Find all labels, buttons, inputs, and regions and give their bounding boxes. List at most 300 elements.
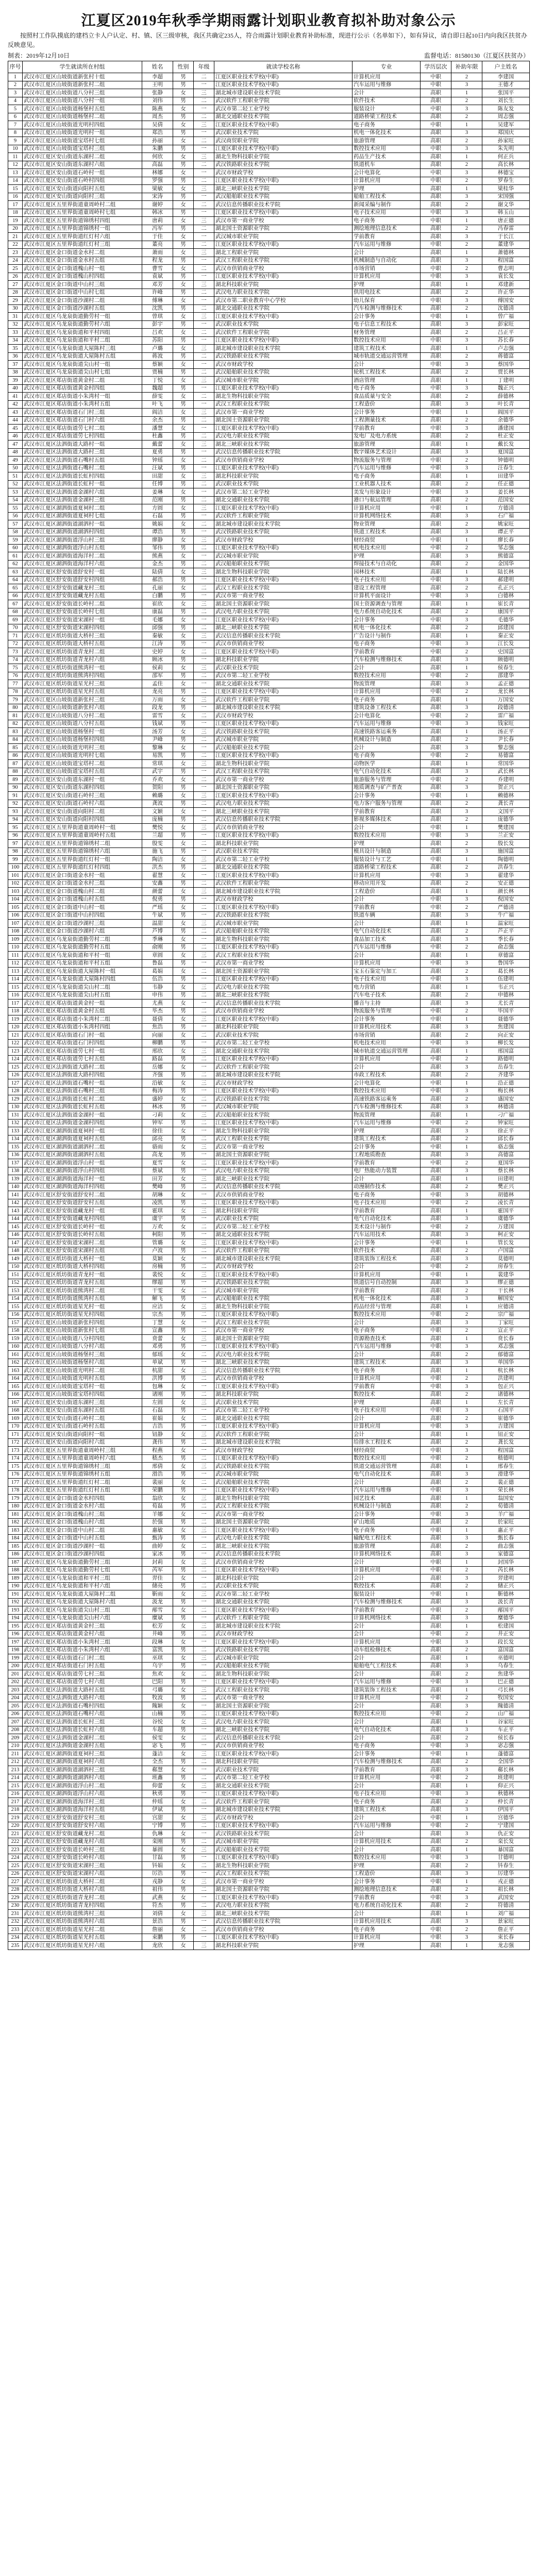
sex-cell: 男 <box>173 911 194 920</box>
major-cell: 护理 <box>353 281 421 289</box>
major-cell: 电子商务 <box>353 696 421 704</box>
student-name-cell: 顾冰 <box>142 656 173 664</box>
years-cell: 1 <box>451 1431 482 1439</box>
village-cell: 武汉市江夏区金口街道金水村一组 <box>23 872 142 880</box>
level-cell: 中职 <box>421 1311 451 1319</box>
guardian-cell: 季长春 <box>482 936 530 944</box>
level-cell: 高职 <box>421 1495 451 1503</box>
school-cell: 江夏区职业技术学校(中职) <box>214 1055 353 1063</box>
table-row <box>8 1774 530 1782</box>
guardian-cell: 左长青 <box>482 1399 530 1407</box>
years-cell: 1 <box>451 1527 482 1535</box>
school-cell: 湖北国土资源职业学院 <box>214 416 353 425</box>
row-no: 98 <box>8 848 23 856</box>
table-row <box>8 169 530 177</box>
sex-cell: 女 <box>173 1127 194 1136</box>
years-cell: 2 <box>451 520 482 529</box>
student-name-cell: 万欢 <box>142 1223 173 1231</box>
table-row <box>8 1127 530 1136</box>
sex-cell: 男 <box>173 1103 194 1111</box>
sex-cell: 男 <box>173 1135 194 1143</box>
grade-cell: 二 <box>194 304 214 313</box>
village-cell: 武汉市江夏区山坡街道新张村七组 <box>23 1327 142 1335</box>
years-cell: 2 <box>451 752 482 760</box>
major-cell: 会计 <box>353 1910 421 1918</box>
school-cell: 武汉铁路职业技术学院 <box>214 911 353 920</box>
student-name-cell: 吉浩 <box>142 1422 173 1431</box>
student-name-cell: 兰超 <box>142 832 173 840</box>
major-cell: 服装设计 <box>353 1590 421 1599</box>
village-cell: 武汉市江夏区湖泗街道夏祠村五组 <box>23 1135 142 1143</box>
table-row <box>8 943 530 952</box>
years-cell: 1 <box>451 281 482 289</box>
table-row <box>8 1263 530 1271</box>
sex-cell: 男 <box>173 1870 194 1878</box>
village-cell: 武汉市江夏区纸坊街道青龙村五组 <box>23 1279 142 1287</box>
school-cell: 武汉市第二轻工业学校 <box>214 1590 353 1599</box>
school-cell: 江夏区职业技术学校(中职) <box>214 1271 353 1279</box>
grade-cell: 二 <box>194 1838 214 1846</box>
guardian-cell: 吉建国 <box>482 1422 530 1431</box>
table-row <box>8 872 530 880</box>
sex-cell: 女 <box>173 648 194 656</box>
years-cell: 1 <box>451 1782 482 1790</box>
table-row <box>8 848 530 856</box>
years-cell: 1 <box>451 1303 482 1311</box>
guardian-cell: 段长发 <box>482 1638 530 1647</box>
row-no: 138 <box>8 1167 23 1175</box>
student-name-cell: 吕欢 <box>142 329 173 337</box>
grade-cell: 一 <box>194 425 214 433</box>
level-cell: 中职 <box>421 1015 451 1024</box>
row-no: 66 <box>8 592 23 600</box>
table-row <box>8 1422 530 1431</box>
grade-cell: 二 <box>194 943 214 952</box>
sex-cell: 女 <box>173 1351 194 1359</box>
sex-cell: 男 <box>173 81 194 89</box>
village-cell: 武汉市江夏区山坡街道光明村七组 <box>23 752 142 760</box>
school-cell: 江夏区职业技术学校(中职) <box>214 1854 353 1862</box>
school-cell: 武汉市第二轻工业学校 <box>214 105 353 113</box>
school-cell: 湖北交通职业技术学院 <box>214 680 353 688</box>
years-cell: 2 <box>451 904 482 912</box>
guardian-cell: 彭家旺 <box>482 320 530 329</box>
sex-cell: 男 <box>173 1039 194 1047</box>
student-name-cell: 夏勇 <box>142 448 173 456</box>
table-row <box>8 863 530 872</box>
sex-cell: 男 <box>173 736 194 744</box>
sex-cell: 女 <box>173 1638 194 1647</box>
village-cell: 武汉市江夏区安山街道向阳村一组 <box>23 1431 142 1439</box>
row-no: 101 <box>8 872 23 880</box>
row-no: 174 <box>8 1454 23 1463</box>
student-name-cell: 曹雪 <box>142 265 173 273</box>
level-cell: 中职 <box>421 1343 451 1351</box>
guardian-cell: 颜长林 <box>482 888 530 896</box>
row-no: 61 <box>8 552 23 561</box>
table-row <box>8 496 530 504</box>
student-name-cell: 康磊 <box>142 608 173 616</box>
level-cell: 中职 <box>421 776 451 784</box>
level-cell: 中职 <box>421 1422 451 1431</box>
major-cell: 机械制造与自动化 <box>353 257 421 265</box>
guardian-cell: 贲长春 <box>482 1335 530 1343</box>
village-cell: 武汉市江夏区郑店街道石门村六组 <box>23 416 142 425</box>
level-cell: 高职 <box>421 704 451 712</box>
years-cell: 1 <box>451 920 482 928</box>
row-no: 217 <box>8 1798 23 1806</box>
row-no: 55 <box>8 504 23 513</box>
village-cell: 武汉市江夏区五里界街道童周岭村三组 <box>23 1447 142 1455</box>
table-row <box>8 975 530 984</box>
row-no: 112 <box>8 959 23 968</box>
level-cell: 高职 <box>421 400 451 409</box>
guardian-cell: 常国华 <box>482 760 530 768</box>
table-row <box>8 1614 530 1622</box>
sex-cell: 男 <box>173 1806 194 1814</box>
school-cell: 江夏区职业技术学校(中职) <box>214 313 353 321</box>
village-cell: 武汉市江夏区五里界街道童周岭村一组 <box>23 824 142 832</box>
village-cell: 武汉市江夏区纸坊街道熊湾村一组 <box>23 664 142 672</box>
guardian-cell: 邹志强 <box>482 544 530 552</box>
student-name-cell: 殷雯 <box>142 840 173 848</box>
guardian-cell: 温家旺 <box>482 920 530 928</box>
sex-cell: 男 <box>173 1694 194 1702</box>
school-cell: 江夏区职业技术学校(中职) <box>214 1606 353 1615</box>
row-no: 219 <box>8 1814 23 1822</box>
table-row <box>8 440 530 449</box>
row-no: 104 <box>8 895 23 904</box>
years-cell: 1 <box>451 984 482 992</box>
student-name-cell: 常琪 <box>142 760 173 768</box>
level-cell: 高职 <box>421 89 451 97</box>
student-name-cell: 巫琪 <box>142 1654 173 1663</box>
school-cell: 武汉信息传播职业技术学院 <box>214 1918 353 1926</box>
years-cell: 2 <box>451 1902 482 1910</box>
school-cell: 江夏区职业技术学校(中职) <box>214 792 353 800</box>
major-cell: 机械设计与制造 <box>353 736 421 744</box>
years-cell: 1 <box>451 1047 482 1056</box>
school-cell: 江夏区职业技术学校(中职) <box>214 73 353 81</box>
grade-cell: 一 <box>194 1742 214 1750</box>
grade-cell: 二 <box>194 352 214 361</box>
village-cell: 武汉市江夏区五里界街道红灯村三组 <box>23 241 142 249</box>
grade-cell: 二 <box>194 480 214 488</box>
student-name-cell: 谢婷 <box>142 201 173 209</box>
level-cell: 中职 <box>421 1327 451 1335</box>
grade-cell: 一 <box>194 1574 214 1583</box>
major-cell: 汽车运用与维修 <box>353 241 421 249</box>
level-cell: 中职 <box>421 145 451 153</box>
guardian-cell: 钟德明 <box>482 456 530 465</box>
village-cell: 武汉市江夏区金口街道沙湖村六组 <box>23 927 142 936</box>
guardian-cell: 伊国平 <box>482 1806 530 1814</box>
guardian-cell: 梅长林 <box>482 1087 530 1095</box>
table-row <box>8 552 530 561</box>
grade-cell: 二 <box>194 863 214 872</box>
sex-cell: 男 <box>173 624 194 632</box>
sex-cell: 女 <box>173 1543 194 1551</box>
student-name-cell: 廖静 <box>142 536 173 545</box>
guardian-cell: 牛广福 <box>482 911 530 920</box>
village-cell: 武汉市江夏区山坡街道宝塔村二组 <box>23 760 142 768</box>
level-cell: 中职 <box>421 336 451 345</box>
row-no: 38 <box>8 368 23 377</box>
guardian-cell: 姜长林 <box>482 488 530 497</box>
level-cell: 高职 <box>421 927 451 936</box>
school-cell: 武汉市财政学校 <box>214 361 353 369</box>
grade-cell: 三 <box>194 217 214 225</box>
major-cell: 测绘地理信息技术 <box>353 1886 421 1894</box>
years-cell: 2 <box>451 816 482 824</box>
level-cell: 高职 <box>421 1942 451 1950</box>
guardian-cell: 田建明 <box>482 1175 530 1183</box>
student-name-cell: 骆雨 <box>142 1143 173 1151</box>
guardian-cell: 徐正平 <box>482 1127 530 1136</box>
table-row <box>8 920 530 928</box>
grade-cell: 二 <box>194 137 214 145</box>
grade-cell: 一 <box>194 528 214 536</box>
years-cell: 2 <box>451 1223 482 1231</box>
school-cell: 江夏区职业技术学校(中职) <box>214 648 353 656</box>
guardian-cell: 靳德林 <box>482 1590 530 1599</box>
sex-cell: 女 <box>173 1798 194 1806</box>
guardian-cell: 井正安 <box>482 1630 530 1638</box>
meta-line <box>8 52 529 60</box>
school-cell: 湖北生物科技职业学院 <box>214 760 353 768</box>
school-cell: 湖北国土资源职业学院 <box>214 968 353 976</box>
level-cell: 高职 <box>421 1431 451 1439</box>
guardian-cell: 樊建国 <box>482 824 530 832</box>
school-cell: 武汉铁路职业技术学院 <box>214 161 353 169</box>
years-cell: 2 <box>451 1670 482 1679</box>
level-cell: 高职 <box>421 1726 451 1734</box>
row-no: 131 <box>8 1111 23 1120</box>
student-name-cell: 宫甜 <box>142 1814 173 1822</box>
years-cell: 3 <box>451 1151 482 1159</box>
grade-cell: 二 <box>194 73 214 81</box>
major-cell: 软件技术 <box>353 1247 421 1255</box>
years-cell: 3 <box>451 169 482 177</box>
table-row <box>8 1598 530 1606</box>
student-name-cell: 罗强 <box>142 177 173 185</box>
grade-cell: 二 <box>194 1327 214 1335</box>
sex-cell: 女 <box>173 1191 194 1199</box>
level-cell: 高职 <box>421 1071 451 1079</box>
major-cell: 会计事务 <box>353 1878 421 1886</box>
village-cell: 武汉市江夏区金口街道槐山村六组 <box>23 1518 142 1527</box>
sex-cell: 女 <box>173 329 194 337</box>
major-cell: 电子技术应用 <box>353 1406 421 1415</box>
level-cell: 中职 <box>421 1750 451 1758</box>
table-row <box>8 1918 530 1926</box>
village-cell: 武汉市江夏区湖泗街道浮山村六组 <box>23 1790 142 1798</box>
major-cell: 食品质量与安全 <box>353 393 421 401</box>
level-cell: 高职 <box>421 680 451 688</box>
row-no: 209 <box>8 1734 23 1742</box>
level-cell: 中职 <box>421 1710 451 1718</box>
level-cell: 中职 <box>421 688 451 696</box>
sex-cell: 女 <box>173 1319 194 1327</box>
years-cell: 1 <box>451 1910 482 1918</box>
village-cell: 武汉市江夏区湖泗街道海洋村一组 <box>23 1175 142 1183</box>
grade-cell: 三 <box>194 1271 214 1279</box>
sex-cell: 女 <box>173 1415 194 1423</box>
header-school: 就读学校名称 <box>214 61 353 73</box>
student-name-cell: 秦敏 <box>142 632 173 640</box>
level-cell: 高职 <box>421 568 451 577</box>
grade-cell: 一 <box>194 1830 214 1838</box>
years-cell: 3 <box>451 656 482 664</box>
school-cell: 江夏区职业技术学校(中职) <box>214 832 353 840</box>
table-row <box>8 680 530 688</box>
village-cell: 武汉市江夏区舒安街道舒安村二组 <box>23 1191 142 1199</box>
school-cell: 武汉市第二轻工业学校 <box>214 1039 353 1047</box>
sex-cell: 女 <box>173 1830 194 1838</box>
sex-cell: 女 <box>173 1159 194 1167</box>
guardian-cell: 管长发 <box>482 1239 530 1247</box>
years-cell: 3 <box>451 1231 482 1239</box>
major-cell: 市场营销 <box>353 265 421 273</box>
grade-cell: 三 <box>194 696 214 704</box>
village-cell: 武汉市江夏区湖泗街道夏祠村二组 <box>23 504 142 513</box>
major-cell: 测绘地理信息技术 <box>353 225 421 233</box>
village-cell: 武汉市江夏区舒安街道舒安村四组 <box>23 576 142 584</box>
row-no: 222 <box>8 1838 23 1846</box>
sex-cell: 男 <box>173 1854 194 1862</box>
village-cell: 武汉市江夏区湖泗街道湖泗村三组 <box>23 1766 142 1774</box>
years-cell: 3 <box>451 1766 482 1774</box>
level-cell: 高职 <box>421 1702 451 1710</box>
level-cell: 高职 <box>421 1902 451 1910</box>
student-name-cell: 牛斌 <box>142 911 173 920</box>
major-cell: 会计 <box>353 1654 421 1663</box>
years-cell: 2 <box>451 1263 482 1271</box>
row-no: 24 <box>8 257 23 265</box>
guardian-cell: 阎国平 <box>482 409 530 417</box>
row-no: 108 <box>8 927 23 936</box>
years-cell: 3 <box>451 848 482 856</box>
school-cell: 武汉电力职业技术学院 <box>214 1534 353 1543</box>
table-row <box>8 856 530 864</box>
student-name-cell: 邴雪 <box>142 1606 173 1615</box>
level-cell: 中职 <box>421 1630 451 1638</box>
major-cell: 财经商贸 <box>353 536 421 545</box>
level-cell: 中职 <box>421 1694 451 1702</box>
years-cell: 2 <box>451 304 482 313</box>
table-row <box>8 464 530 472</box>
row-no: 179 <box>8 1495 23 1503</box>
village-cell: 武汉市江夏区法泗街道长虹村二组 <box>23 1095 142 1104</box>
student-name-cell: 钮静 <box>142 1431 173 1439</box>
years-cell: 2 <box>451 800 482 808</box>
row-no: 105 <box>8 904 23 912</box>
years-cell: 3 <box>451 1894 482 1902</box>
school-cell: 武汉职业技术学院 <box>214 848 353 856</box>
sex-cell: 男 <box>173 768 194 776</box>
row-no: 146 <box>8 1231 23 1239</box>
sex-cell: 男 <box>173 1486 194 1495</box>
sex-cell: 女 <box>173 1606 194 1615</box>
sex-cell: 女 <box>173 1590 194 1599</box>
table-row <box>8 895 530 904</box>
village-cell: 武汉市江夏区五里界街道锦绣村六组 <box>23 848 142 856</box>
school-cell: 武汉市供销商业学校 <box>214 1926 353 1934</box>
table-row <box>8 600 530 608</box>
school-cell: 湖北三峡职业技术学院 <box>214 1910 353 1918</box>
grade-cell: 一 <box>194 640 214 648</box>
student-name-cell: 沈凯 <box>142 304 173 313</box>
major-cell: 船舶工程技术 <box>353 193 421 201</box>
row-no: 158 <box>8 1327 23 1335</box>
school-cell: 武汉市财政学校 <box>214 1079 353 1088</box>
village-cell: 武汉市江夏区山坡街道新张村三组 <box>23 696 142 704</box>
table-row <box>8 1447 530 1455</box>
student-name-cell: 糜斌 <box>142 1614 173 1622</box>
school-cell: 武汉市供销商业学校 <box>214 456 353 465</box>
student-name-cell: 惠敏 <box>142 1527 173 1535</box>
student-name-cell: 蒋波 <box>142 352 173 361</box>
guardian-cell: 金国华 <box>482 560 530 568</box>
level-cell: 高职 <box>421 1303 451 1311</box>
level-cell: 中职 <box>421 1087 451 1095</box>
row-no: 204 <box>8 1694 23 1702</box>
guardian-cell: 何正兵 <box>482 153 530 161</box>
sex-cell: 女 <box>173 121 194 129</box>
table-row <box>8 1367 530 1375</box>
student-name-cell: 钭娟 <box>142 1862 173 1870</box>
village-cell: 武汉市江夏区纸坊街道青龙村二组 <box>23 1894 142 1902</box>
sex-cell: 女 <box>173 1335 194 1343</box>
table-row <box>8 504 530 513</box>
sex-cell: 女 <box>173 744 194 752</box>
major-cell: 旅游管理 <box>353 137 421 145</box>
table-row <box>8 1726 530 1734</box>
major-cell: 给排水工程技术 <box>353 1438 421 1447</box>
sex-cell: 女 <box>173 1079 194 1088</box>
major-cell: 计算机应用 <box>353 688 421 696</box>
village-cell: 武汉市江夏区湖泗街道浮山村三组 <box>23 536 142 545</box>
row-no: 168 <box>8 1406 23 1415</box>
guardian-cell: 于长江 <box>482 233 530 241</box>
years-cell: 2 <box>451 352 482 361</box>
grade-cell: 一 <box>194 464 214 472</box>
guardian-cell: 宣正平 <box>482 1327 530 1335</box>
village-cell: 武汉市江夏区郑店街道劳七村三组 <box>23 1670 142 1679</box>
school-cell: 湖北国土资源职业学院 <box>214 1335 353 1343</box>
years-cell: 2 <box>451 1159 482 1167</box>
years-cell: 3 <box>451 1343 482 1351</box>
row-no: 14 <box>8 177 23 185</box>
row-no: 89 <box>8 776 23 784</box>
level-cell: 高职 <box>421 840 451 848</box>
student-name-cell: 季琳 <box>142 936 173 944</box>
years-cell: 2 <box>451 968 482 976</box>
guardian-cell: 曾广福 <box>482 313 530 321</box>
years-cell: 3 <box>451 616 482 624</box>
school-cell: 武汉市财政学校 <box>214 536 353 545</box>
years-cell: 2 <box>451 863 482 872</box>
years-cell: 3 <box>451 1255 482 1263</box>
sex-cell: 男 <box>173 1359 194 1367</box>
table-row <box>8 336 530 345</box>
grade-cell: 二 <box>194 1479 214 1487</box>
student-name-cell: 陆倩 <box>142 568 173 577</box>
school-cell: 武汉铁路职业技术学院 <box>214 728 353 736</box>
row-no: 198 <box>8 1646 23 1654</box>
guardian-cell: 江长发 <box>482 640 530 648</box>
sex-cell: 女 <box>173 1223 194 1231</box>
